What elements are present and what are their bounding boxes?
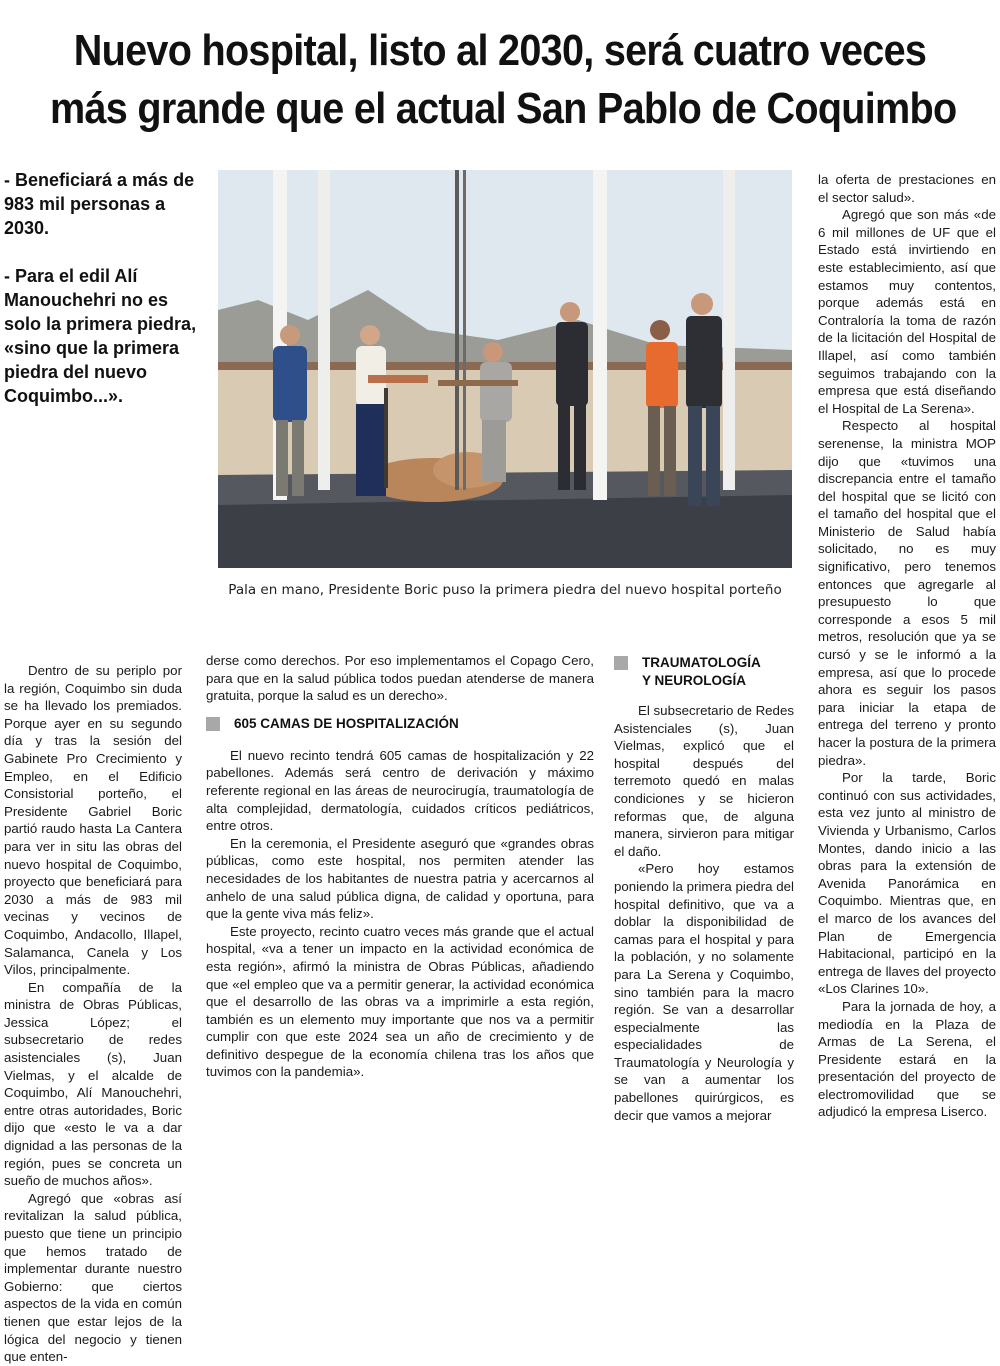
paragraph: El nuevo recinto tendrá 605 camas de hospitalización y 22 pabellones. Además será centro de derivación y máximo referente regional en las áreas de neurocirugía, traumatología de alta complejidad, dermatología, cuidados críticos pediátricos, entre otros.	[206, 747, 594, 834]
article-column-2	[206, 652, 594, 1081]
paragraph: Agregó que «obras así revitalizan la salud pública, puesto que tiene un principio que hemos tratado de implementar durante nuestro Gobierno: que ciertos aspectos de la vida en común tienen que estar lejos de la lógica del negocio y tienen que enten-	[4, 1190, 182, 1365]
paragraph: En compañía de la ministra de Obras Públicas, Jessica López; el subsecretario de redes asistenciales (s), Juan Vielmas, y el alcalde de Coquimbo, Alí Manouchehri, entre otras autoridades, Boric dijo que «esto le va a dar dignidad a las personas de la región, pues se concreta un sueño de muchos años».	[4, 979, 182, 1189]
headline-line-2: más grande que el actual San Pablo de Coquimbo	[50, 84, 957, 133]
paragraph: «Pero hoy estamos poniendo la primera piedra del hospital definitivo, que va a doblar la disponibilidad de camas para el hospital y para la población, y no solamente para La Serena y Coquimbo, sino también para la macro región. Se van a desarrollar especialmente las especialidades de Traumatología y Neurología y se van a aumentar los pabellones quirúrgicos, es decir que vamos a mejorar	[614, 861, 794, 1123]
square-bullet-icon	[206, 717, 220, 731]
section-heading	[614, 654, 794, 690]
lead-bullet: - Beneficiará a más de 983 mil personas a 2030.	[4, 170, 195, 238]
ceremony-photo	[218, 170, 792, 568]
article-column-3	[614, 652, 794, 1124]
paragraph: Dentro de su periplo por la región, Coquimbo sin duda se ha llevado los premiados. Porque ayer en su segundo día y tras la sesión del Gabinete Pro Crecimiento y Empleo, en el Edificio Consistorial porteño, el Presidente Gabriel Boric partió raudo hasta La Cantera para ver in situ las obras del nuevo hospital de Coquimbo, proyecto que beneficiará para 2030 a más de 983 mil vecinas y vecinos de Coquimbo, Andacollo, Illapel, Salamanca, Canela y Los Vilos, principalmente.	[4, 663, 182, 978]
paragraph-continuation: la oferta de prestaciones en el sector salud».	[818, 172, 996, 205]
section-heading	[206, 715, 594, 733]
headline-line-1: Nuevo hospital, listo al 2030, será cuatro veces	[73, 26, 927, 75]
paragraph: En la ceremonia, el Presidente aseguró que «grandes obras públicas, como este hospital, nos permiten atender las necesidades de los habitantes de nuestra patria y acercarnos al anhelo de una salud pública digna, de calidad y oportuna, para que la gente viva más feliz».	[206, 835, 594, 922]
section-heading-text: 605 CAMAS DE HOSPITALIZACIÓN	[234, 715, 459, 731]
paragraph: Agregó que son más «de 6 mil millones de UF que el Estado está invirtiendo en este establecimiento, así que estamos muy contentos, porque además está en Contraloría la toma de razón de la licitación del Hospital de Illapel, así como también seguimos trabajando con la empresa que está diseñando el Hospital de La Serena».	[818, 207, 996, 416]
paragraph: El subsecretario de Redes Asistenciales (s), Juan Vielmas, explicó que el hospital después del terremoto quedó en malas condiciones y se hicieron reformas que, de alguna manera, sirvieron para mitigar el daño.	[614, 703, 794, 859]
section-heading-text: TRAUMATOLOGÍA Y NEUROLOGÍA	[642, 655, 761, 688]
photo-caption: Pala en mano, Presidente Boric puso la primera piedra del nuevo hospital porteño	[228, 582, 782, 598]
square-bullet-icon	[614, 656, 628, 670]
lead-bullets	[4, 168, 204, 432]
paragraph: Este proyecto, recinto cuatro veces más grande que el actual hospital, «va a tener un impacto en la actividad económica de esta región», afirmó la ministra de Obras Públicas, añadiendo que «el empleo que va a permitir generar, la actividad económica que el desarrollo de las obras va a imprimirle a esta región, también es un elemento muy importante que nos va a permitir cumplir con que este 2024 sea un año de crecimiento y de definitivo despegue de la economía chilena tras los años que tuvimos con la pandemia».	[206, 923, 594, 1080]
paragraph: Para la jornada de hoy, a mediodía en la Plaza de Armas de La Serena, el Presidente estará en la presentación del proyecto de electromovilidad que se adjudicó la empresa Liserco.	[818, 998, 996, 1120]
paragraph-continuation: derse como derechos. Por eso implementamos el Copago Cero, para que en la salud pública todos puedan atenderse de manera gratuita, porque la salud es un derecho».	[206, 653, 594, 704]
article-column-4	[818, 171, 996, 1121]
lead-bullet: - Para el edil Alí Manouchehri no es solo la primera piedra, «sino que la primera piedra del nuevo Coquimbo...».	[4, 266, 197, 406]
article-column-1	[4, 662, 182, 1366]
paragraph: Por la tarde, Boric continuó con sus actividades, esta vez junto al ministro de Vivienda y Urbanismo, Carlos Montes, dando inicio a las obras para la extensión de Avenida Panorámica en Coquimbo. Mientras que, en el marco de los avances del Plan de Emergencia Habitacional, participó en la entrega de llaves del proyecto «Los Clarines 10».	[818, 770, 996, 997]
headline	[50, 22, 957, 138]
paragraph: Respecto al hospital serenense, la ministra MOP dijo que «tuvimos una discrepancia entre el tamaño del hospital que se licitó con el tamaño del hospital que el Ministerio de Salud había solicitado, no es muy significativo, pero tenemos entonces que agregarle al presupuesto lo que corresponde a esos 5 mil metros, resolución que ya se cursó y se le informó a la empresa, así que lo procede ahora es seguir los pasos para iniciar la etapa de entrega del terreno y pronto hacer la postura de la primera piedra».	[818, 418, 996, 768]
